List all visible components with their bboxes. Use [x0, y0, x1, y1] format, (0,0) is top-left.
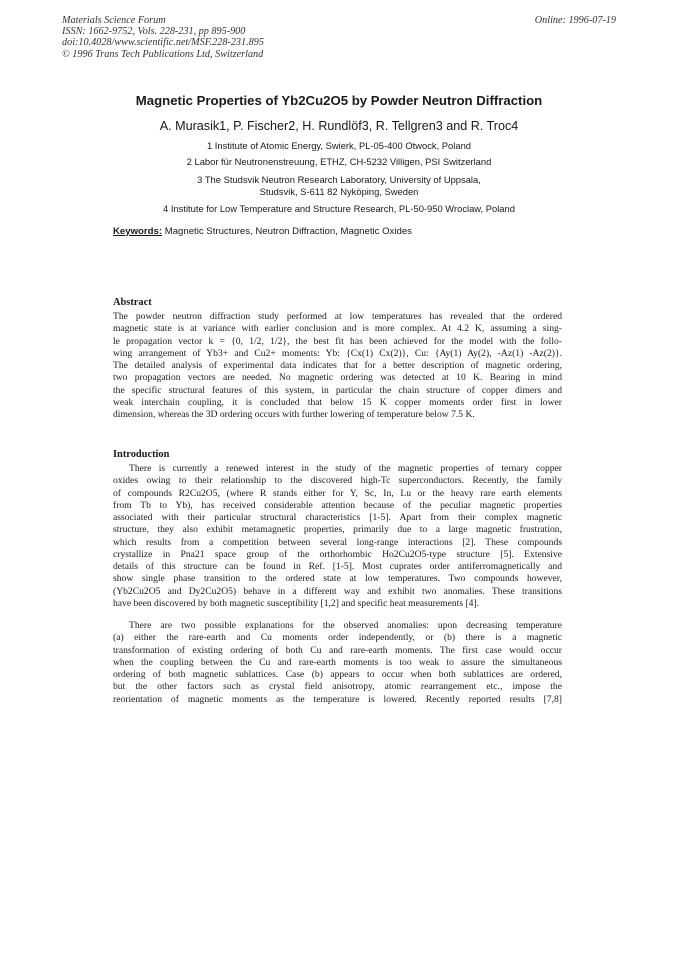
intro-line: There are two possible explanations for the observed anomalies: upon decreasing temperature	[129, 620, 562, 631]
affiliation-1: 1 Institute of Atomic Energy, Swierk, PL-05-400 Otwock, Poland	[206, 140, 471, 151]
abstract-body	[113, 311, 562, 421]
intro-line: ordering of both magnetic sublattices. Case (b) appears to occur when both sublattices are ordered,	[113, 669, 562, 680]
introduction-heading: Introduction	[113, 449, 170, 460]
intro-line: structure, they also exhibit metamagnetic properties, primarily due to a large magnetic frustration,	[113, 524, 562, 536]
doi-line: doi:10.4028/www.scientific.net/MSF.228-231.895	[62, 37, 264, 49]
abstract-line: weak interchain coupling, it is concluded that below 15 K copper moments order first in lower	[113, 396, 562, 408]
intro-line: but the other factors such as crystal field anisotropy, atomic rearrangement etc., impose the	[113, 681, 562, 693]
abstract-line: magnetic state is at variance with earlier conclusion and is more complex. At 4.2 K, assuming a sing-	[113, 323, 562, 335]
affiliation-4: 4 Institute for Low Temperature and Structure Research, PL-50-950 Wroclaw, Poland	[163, 203, 515, 214]
intro-line: of compounds R2Cu2O5, (where R stands either for Y, Sc, In, Lu or the heavy rare earth elements	[113, 487, 562, 499]
introduction-paragraph-1	[113, 463, 562, 610]
journal-name: Materials Science Forum	[62, 15, 166, 26]
affiliation-2: 2 Labor für Neutronenstreuung, ETHZ, CH-5232 Villigen, PSI Switzerland	[186, 156, 492, 167]
keywords-text: Magnetic Structures, Neutron Diffraction, Magnetic Oxides	[164, 226, 412, 237]
abstract-line: dimension, whereas the 3D ordering occurs with further lowering of temperature below 7.5 K.	[113, 409, 475, 420]
intro-line: reorientation of magnetic moments as the temperature is lowered. Recently reported results [7,8]	[113, 693, 562, 705]
abstract-line: The powder neutron diffraction study performed at low temperatures has revealed that the ordered	[113, 311, 562, 322]
affiliation-3: 3 The Studsvik Neutron Research Laboratory, University of Uppsala, Studsvik, S-611 82 Nyköping, Sweden	[197, 174, 481, 197]
introduction-paragraph-2	[113, 620, 562, 706]
online-date: Online: 1996-07-19	[534, 15, 616, 26]
intro-line: There is currently a renewed interest in the study of the magnetic properties of ternary copper	[129, 463, 562, 474]
intro-line: details of this structure can be found in Ref. [1-5]. Most cuprates order antiferromagnetically and	[113, 561, 562, 572]
intro-line: which results from a competition between several long-range interactions [2]. These compounds	[113, 536, 562, 548]
intro-line: (Yb2Cu2O5 and Dy2Cu2O5) behave in a different way and exhibit two anomalies. These transitions	[113, 585, 562, 597]
keywords-label: Keywords:	[113, 226, 163, 237]
intro-line: crystallize in Pna21 space group of the orthorhombic Ho2Cu2O5-type structure [5]. Extensive	[113, 548, 562, 560]
intro-line: associated with their particular structural characteristics [1-5]. Apart from their complex magnetic	[113, 512, 562, 523]
intro-line: from Tb to Yb), has received considerable attention because of the peculiar magnetic properties	[113, 499, 562, 511]
paper-title: Magnetic Properties of Yb2Cu2O5 by Powder Neutron Diffraction	[135, 93, 543, 108]
abstract-line: the specific structural features of this system, in particular the chain structure of copper dimers and	[113, 384, 562, 396]
abstract-line: wing arrangement of Yb3+ and Cu2+ moments: Yb: {Cx(1) Cx(2)}, Cu: {Ay(1) Ay(2), -Az(1) -Az(2)}.	[113, 347, 562, 359]
keywords-line	[113, 226, 412, 237]
intro-line: have been discovered by both magnetic susceptibility [1,2] and specific heat measurements [4].	[113, 597, 480, 609]
issn-line: ISSN: 1662-9752, Vols. 228-231, pp 895-900	[62, 26, 246, 38]
abstract-line: two propagation vectors are needed. No magnetic ordering was detected at 10 K. Bearing in mind	[113, 372, 562, 384]
intro-line: show single phase transition to the ordered state at low temperatures. Two compounds however,	[113, 573, 562, 585]
intro-line: oxides owing to their relationship to the discovered high-Tc superconductors. Recently, the family	[113, 475, 562, 487]
author-list: A. Murasik1, P. Fischer2, H. Rundlöf3, R. Tellgren3 and R. Troc4	[159, 119, 519, 133]
abstract-heading: Abstract	[113, 297, 152, 308]
intro-line: when the coupling between the Cu and rare-earth moments is too weak to assure the simultaneous	[113, 656, 562, 668]
publication-info	[62, 15, 264, 60]
copyright-line: © 1996 Trans Tech Publications Ltd, Switzerland	[62, 48, 264, 60]
abstract-line: The detailed analysis of experimental data indicates that for a better description of magnetic ordering,	[113, 360, 562, 371]
intro-line: (a) either the rare-earth and Cu moments order independently, or (b) there is a magnetic	[113, 632, 562, 644]
abstract-line: le propagation vector k = {0, 1/2, 1/2}, the best fit has been achieved for the model with the follo-	[113, 335, 562, 347]
intro-line: transformation of existing ordering of both Cu and rare-earth moments. The first case would occur	[113, 644, 562, 656]
